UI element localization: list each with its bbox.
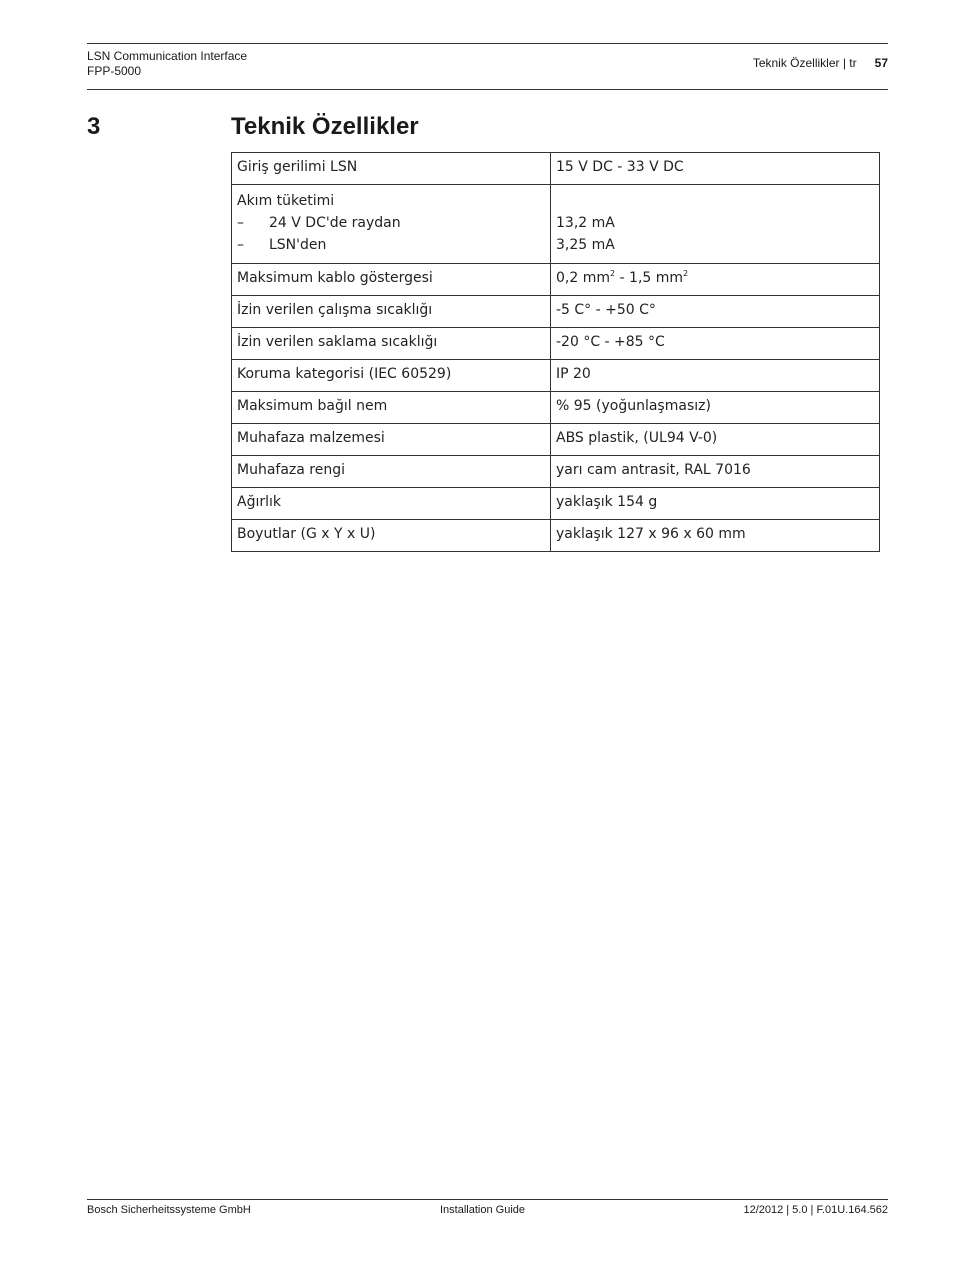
- spec-label: İzin verilen çalışma sıcaklığı: [232, 296, 551, 328]
- table-row: [232, 424, 880, 456]
- header-top-rule: [87, 43, 888, 44]
- table-row: [232, 392, 880, 424]
- list-dash: –: [237, 237, 244, 253]
- list-dash: –: [237, 215, 244, 231]
- page-number: 57: [874, 56, 888, 70]
- footer-company: Bosch Sicherheitssysteme GmbH: [87, 1204, 251, 1216]
- table-row: [232, 360, 880, 392]
- header-product-name: LSN Communication Interface: [87, 49, 248, 63]
- spec-value: -20 °C - +85 °C: [551, 328, 880, 360]
- table-row: [232, 153, 880, 185]
- spec-label-group: [232, 185, 551, 264]
- spec-value: 3,25 mA: [556, 237, 615, 253]
- spec-sub-label: – LSN'den: [237, 234, 545, 256]
- spec-label: Maksimum kablo göstergesi: [232, 264, 551, 296]
- spec-value: yarı cam antrasit, RAL 7016: [551, 456, 880, 488]
- spec-sub-label: – 24 V DC'de raydan: [237, 212, 545, 234]
- spec-value: 13,2 mA: [556, 215, 615, 231]
- spec-label: Giriş gerilimi LSN: [232, 153, 551, 185]
- spec-label: Koruma kategorisi (IEC 60529): [232, 360, 551, 392]
- spec-value: % 95 (yoğunlaşmasız): [551, 392, 880, 424]
- table-row: [232, 264, 880, 296]
- spec-table: [231, 152, 880, 552]
- spec-value: IP 20: [551, 360, 880, 392]
- spec-label: Maksimum bağıl nem: [232, 392, 551, 424]
- table-row: [232, 456, 880, 488]
- spec-label: Muhafaza malzemesi: [232, 424, 551, 456]
- chapter-title: Teknik Özellikler: [231, 113, 419, 140]
- header-section-label: Teknik Özellikler | tr: [752, 56, 857, 70]
- spec-label: Akım tüketimi: [237, 193, 335, 209]
- table-row: [232, 520, 880, 552]
- spec-value: ABS plastik, (UL94 V-0): [551, 424, 880, 456]
- header-section: [753, 56, 888, 71]
- spec-label: Boyutlar (G x Y x U): [232, 520, 551, 552]
- spec-value: 0,2 $mm^2 - 1,5$ $mm^2$: [551, 264, 880, 296]
- superscript: 2: [610, 269, 616, 278]
- header-bottom-rule: [87, 89, 888, 90]
- spec-label: İzin verilen saklama sıcaklığı: [232, 328, 551, 360]
- table-row: [232, 488, 880, 520]
- header-product: [87, 49, 247, 79]
- header-product-code: FPP-5000: [87, 64, 142, 78]
- spec-label: Ağırlık: [232, 488, 551, 520]
- footer-doc-info: 12/2012 | 5.0 | F.01U.164.562: [743, 1204, 888, 1216]
- superscript: 2: [683, 269, 689, 278]
- spec-value: -5 C° - +50 C°: [551, 296, 880, 328]
- footer-rule: [87, 1199, 888, 1200]
- spec-label: Muhafaza rengi: [232, 456, 551, 488]
- table-row: [232, 185, 880, 264]
- spec-value: 15 V DC - 33 V DC: [551, 153, 880, 185]
- table-row: [232, 296, 880, 328]
- table-row: [232, 328, 880, 360]
- spec-value-group: [551, 185, 880, 264]
- spec-value: yaklaşık 154 g: [551, 488, 880, 520]
- chapter-number: 3: [87, 113, 101, 140]
- spec-value: yaklaşık 127 x 96 x 60 mm: [551, 520, 880, 552]
- footer-doc-type: Installation Guide: [440, 1204, 525, 1216]
